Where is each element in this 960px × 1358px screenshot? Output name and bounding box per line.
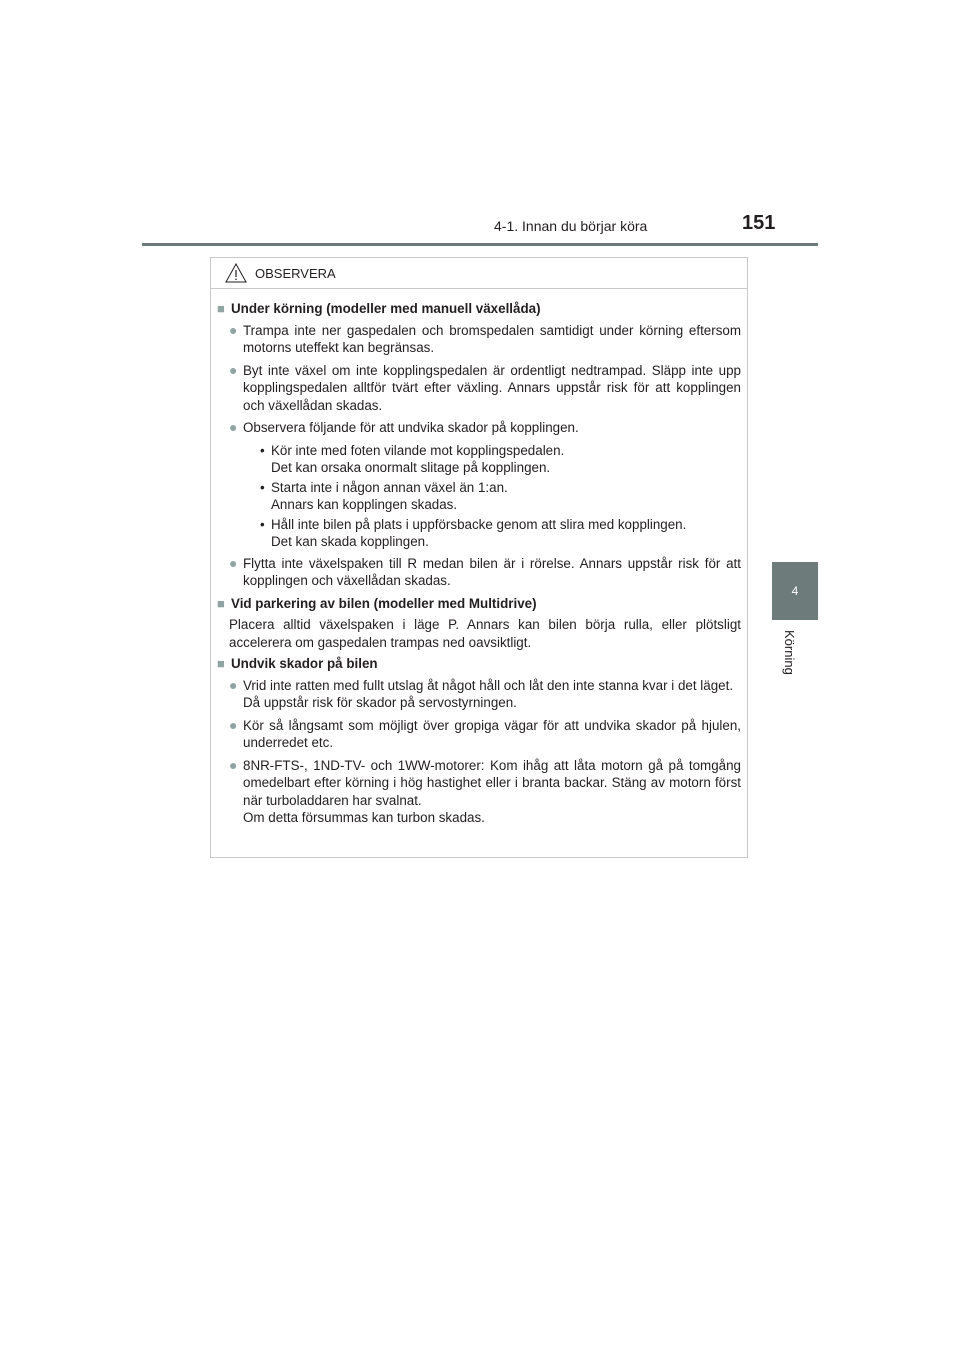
- list-item: ● 8NR-FTS-, 1ND-TV- och 1WW-motorer: Kom ihåg att låta motorn gå på tomgång omedelbart efter körning i hög hastighet eller i branta backar. Stäng av motorn först när turboladdaren har svalnat. Om detta försummas kan turbon skadas.: [229, 756, 741, 825]
- circle-bullet-icon: ●: [229, 676, 238, 693]
- section-paragraph: Placera alltid växelspaken i läge P. Annars kan bilen börja rulla, eller plötsligt accelerera om gaspedalen trampas ned oavsiktligt.: [229, 617, 741, 650]
- header-divider: [142, 243, 818, 246]
- list-item: ● Vrid inte ratten med fullt utslag åt något håll och låt den inte stanna kvar i det läget. Då uppstår risk för skador på servostyrningen.: [229, 676, 734, 710]
- section-header: 4-1. Innan du börjar köra: [494, 218, 648, 234]
- section-title: ■ Under körning (modeller med manuell växellåda): [217, 301, 541, 316]
- notice-header: [211, 258, 747, 289]
- square-bullet-icon: ■: [217, 301, 225, 316]
- section-title: ■ Vid parkering av bilen (modeller med Multidrive): [217, 595, 537, 611]
- list-item: ● Byt inte växel om inte kopplingspedalen är ordentligt nedtrampad. Släpp inte upp kopplingspedalen alltför tvärt efter växling. Annars uppstår risk för att kopplingen och växellådan skadas.: [229, 361, 741, 413]
- square-bullet-icon: ■: [217, 656, 225, 671]
- circle-bullet-icon: ●: [229, 361, 238, 378]
- notice-box: [210, 257, 748, 858]
- chapter-tab: 4: [772, 562, 818, 620]
- list-item: ● Flytta inte växelspaken till R medan bilen är i rörelse. Annars uppstår risk för att kopplingen och växellådan skadas.: [229, 554, 741, 588]
- list-item: ● Observera följande för att undvika skador på kopplingen.: [229, 419, 579, 435]
- circle-bullet-icon: ●: [229, 554, 238, 571]
- warning-triangle-icon: [225, 263, 247, 283]
- sub-list-item: • Starta inte i någon annan växel än 1:an. Annars kan kopplingen skadas.: [260, 479, 508, 512]
- sub-list-item: • Håll inte bilen på plats i uppförsbacke genom att slira med kopplingen. Det kan skada kopplingen.: [260, 516, 687, 549]
- section-title: ■ Undvik skador på bilen: [217, 656, 378, 671]
- list-item: ● Kör så långsamt som möjligt över gropiga vägar för att undvika skador på hjulen, underredet etc.: [229, 716, 741, 750]
- list-item: ● Trampa inte ner gaspedalen och bromspedalen samtidigt under körning eftersom motorns uteffekt kan begränsas.: [229, 321, 741, 355]
- circle-bullet-icon: ●: [229, 419, 238, 435]
- circle-bullet-icon: ●: [229, 321, 238, 338]
- chapter-label: Körning: [782, 630, 797, 675]
- circle-bullet-icon: ●: [229, 716, 238, 733]
- sub-list-item: • Kör inte med foten vilande mot kopplingspedalen. Det kan orsaka onormalt slitage på kopplingen.: [260, 442, 565, 475]
- square-bullet-icon: ■: [217, 595, 225, 611]
- notice-body: [211, 289, 747, 827]
- notice-title: OBSERVERA: [255, 265, 336, 281]
- circle-bullet-icon: ●: [229, 756, 238, 773]
- page-number: 151: [742, 212, 776, 234]
